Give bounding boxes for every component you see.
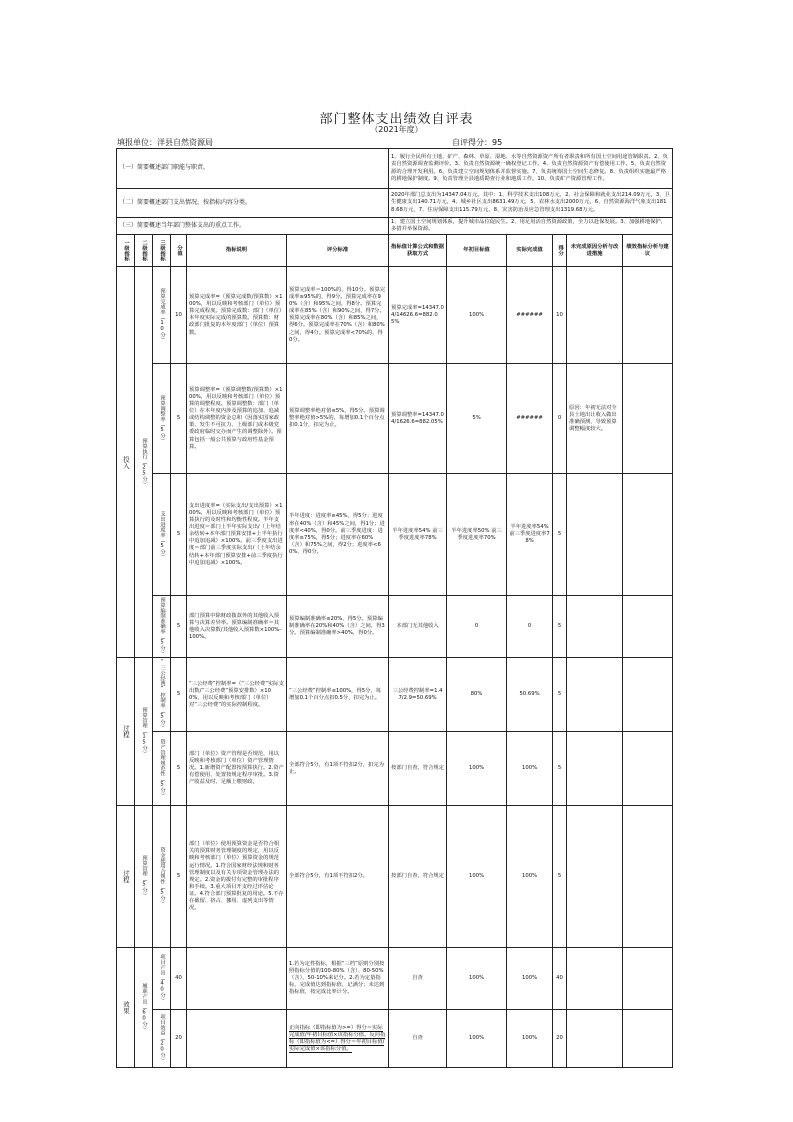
target-cell: 100% (447, 732, 507, 806)
self-score: 自评得分：95 (452, 138, 503, 147)
score-cell: 40 (553, 948, 567, 1010)
page-year: （2021年度） (370, 125, 423, 134)
table-row (117, 596, 673, 658)
actual-cell: 0 (507, 596, 553, 658)
info-row (117, 218, 673, 235)
method-cell: 半年进度率54% 前三季度进度率78% (389, 474, 447, 596)
l3-cell: 预算调整率（5分） (153, 364, 171, 474)
header-l3: 三级指标 (153, 235, 171, 267)
criteria-cell: 半年进度：进度率≥45%，得5分；进度率在40%（含）和45%之间，得1分；进度率<40%，得0分。前三季度进度：进度率≥75%，得5分；进度率在60%（含）和75%之间，得2分；进度率<60%，得0分。 (287, 474, 389, 596)
target-cell: 80% (447, 658, 507, 732)
page-title: 部门整体支出绩效自评表 (319, 112, 474, 127)
reason-cell: 原因：年初无法对全县土地出让收入做出准确预测，导致预算调整幅度较大。 (567, 364, 623, 474)
analysis-cell (623, 596, 673, 658)
criteria-text: 正向指标（即指标值为>=）得分＝实际完成值/年初目标值×该指标分值。反向指标（即指标值为<=）得分＝年初目标值/实际完成值×该指标分值。 (289, 1024, 386, 1052)
target-cell: 半年进度率50% 前三季度进度率70% (447, 474, 507, 596)
group-input: 投入 (117, 267, 135, 658)
info-row (117, 189, 673, 218)
analysis-cell (623, 267, 673, 364)
table-row (117, 364, 673, 474)
table-row (117, 1010, 673, 1068)
info-label: （三）简要概述当年部门整体支出的重点工作。 (117, 218, 389, 235)
group-fund-mgmt: 预算管理（5分） (135, 806, 153, 948)
l3-cell: 支出进度率（5分） (153, 474, 171, 596)
evaluation-table (116, 148, 673, 1068)
desc-cell (187, 1010, 287, 1068)
criteria-cell: 预算调整率绝对值≤5%，得5分。预算调整率绝对值>5%的，每增加0.1个百分点扣0.1分，扣完为止。 (287, 364, 389, 474)
group-process: 过程 (117, 806, 135, 948)
table-header (117, 235, 673, 267)
analysis-cell (623, 732, 673, 806)
weight-cell: 5 (171, 364, 187, 474)
method-cell: 自查 (389, 948, 447, 1010)
criteria-cell: 全部符合5分，有1项不符扣2分。 (287, 806, 389, 948)
desc-cell: 预算完成率=（预算完成数/预算数）×100%，用以反映和考核部门（单位）预算完成程度。预算完成数：部门（单位）本年度实际完成的预算数。预算数：财政部门批复的本年度部门（单位）预算数。 (187, 267, 287, 364)
weight-cell: 5 (171, 658, 187, 732)
reason-cell (567, 948, 623, 1010)
desc-cell: 部门预算中除财政拨款外的其他收入预算与决算差异率。预算编制准确率＝其他收入决算数/其他收入预算数×100%-100%。 (187, 596, 287, 658)
table-row (117, 948, 673, 1010)
target-cell: 100% (447, 948, 507, 1010)
group-budget-mgmt: 预算管理（15分） (135, 658, 153, 806)
info-label: （二）简要概述部门支出情况，按指标内容分类。 (117, 189, 389, 218)
score-cell: 0 (553, 364, 567, 474)
table-row (117, 267, 673, 364)
desc-cell: 支出进度率=（实际支出/支出预算）×100%，用以反映和考核部门（单位）预算执行的及时性和均衡性程度。半年支出进度＝部门上半年实际支出/（上年结余结转+本年部门预算安排+上半年执行中追加追减）×100%。前三季度支出进度＝部门前三季度实际支出/（上年结余结转+本年部门预算安排+前三季度执行中追加追减）×100%。 (187, 474, 287, 596)
reason-cell (567, 658, 623, 732)
weight-cell: 10 (171, 267, 187, 364)
analysis-cell (623, 364, 673, 474)
target-cell: 5% (447, 364, 507, 474)
header-actual: 实际完成值 (507, 235, 553, 267)
method-cell: 预算完成率=14347.04/14626.6=882.05% (389, 267, 447, 364)
reason-cell (567, 732, 623, 806)
weight-cell: 40 (171, 948, 187, 1010)
analysis-cell (623, 1010, 673, 1068)
reason-cell (567, 1010, 623, 1068)
method-cell: 按部门自查，符合规定 (389, 806, 447, 948)
criteria-cell: 预算完成率＝100%的，得10分。预算完成率≥95%的，得9分。预算完成率在90%（含）和95%之间，得8分。预算完成率在85%（含）和90%之间，得7分。预算完成率在80%（含）和85%之间，得6分。预算完成率在70%（含）和80%之间，得4分。预算完成率<70%的，得0分。 (287, 267, 389, 364)
l3-cell: 预算完成率（10分） (153, 267, 171, 364)
actual-cell: ###### (507, 364, 553, 474)
l3-cell: 资金使用合规性（5分） (153, 806, 171, 948)
header-weight: 分值 (171, 235, 187, 267)
group-process: 过程 (117, 658, 135, 806)
group-output-l2: 履职产出（60分） (135, 948, 153, 1068)
criteria-cell: 1.若为定性指标，根据“三档”原则分别按照指标分值的100-80%（含）、80-50%（含）、50-10%来记分。2.若为定量指标，完成值达到指标值，记满分；未达到指标值，按完成比率计分。 (287, 948, 389, 1010)
weight-cell: 5 (171, 732, 187, 806)
target-cell: 100% (447, 267, 507, 364)
desc-cell: 部门（单位）使用预算资金是否符合相关的预算财务管理制度的规定，用以反映和考核部门（单位）预算资金的规范运行情况。1.符合国家财经法规和财务管理制度以及有关专项资金管理办法的规定。2.资金的拨付有完整的审批程序和手续。3.重大项目开支经过评估论证。4.符合部门预算批复的用途。5.不存在截留、挤占、挪用、虚列支出等情况。 (187, 806, 287, 948)
criteria-cell: “三公经费”控制率≤100%，得5分，每增加0.1个百分点扣0.5分，扣完为止。 (287, 658, 389, 732)
header-target: 年初目标值 (447, 235, 507, 267)
analysis-cell (623, 806, 673, 948)
actual-cell: 50.69% (507, 658, 553, 732)
desc-cell (187, 948, 287, 1010)
analysis-cell (623, 948, 673, 1010)
info-value: 1、履行全民所有土地、矿产、森林、草原、湿地、水等自然资源资产所有者职责和所有国土空间用途管制职责。2、负责自然资源调查监测评价。3、负责自然资源统一确权登记工作。4、负责自然资源资产有偿使用工作。5、负责自然资源的合理开发利用。6、负责建立空间规划体系并监督实施。7、负责统筹国土空间生态修复。8、负责组织实施最严格的耕地保护制度。9、负责管理全县地质勘查行业和地质工作。10、负责矿产资源管理工作。 (389, 149, 673, 189)
table-row (117, 474, 673, 596)
info-value: 2020年部门总支出为14347.04万元。其中：1、科学技术支出108万元，2、社会保障和就业支出214.09万元，3、卫生健康支出140.71万元，4、城乡社区支出8631.49万元，5、农林水支出2000万元，6、自然资源海洋气象支出1818.68万元，7、住房保障支出115.79万元，8、灾害防治及应急管理支出1319.68万元。 (389, 189, 673, 218)
desc-cell: “三公经费”控制率=（“三公经费”实际支出数/“三公经费”预算安排数）×100%，用以反映和考核部门（单位）对“三公经费”的实际控制程度。 (187, 658, 287, 732)
l3-cell: “三公经费”控制率（5分） (153, 658, 171, 732)
table-row (117, 806, 673, 948)
weight-cell: 5 (171, 806, 187, 948)
actual-cell: 100% (507, 1010, 553, 1068)
header-reason: 未完成原因分析与改进措施 (567, 235, 623, 267)
table-row (117, 658, 673, 732)
header-score: 得分 (553, 235, 567, 267)
header-method: 指标值计算公式和数据获取方式 (389, 235, 447, 267)
score-cell: 5 (553, 806, 567, 948)
header-analysis: 绩效指标分析与建议 (623, 235, 673, 267)
target-cell: 100% (447, 1010, 507, 1068)
info-value: 1、建立国土空间规划体系，提升城市品位促民生。2、用足用活自然资源政策，全力以赴保发展。3、加强耕地保护，多措并举保资源。 (389, 218, 673, 235)
target-cell: 0 (447, 596, 507, 658)
weight-cell: 20 (171, 1010, 187, 1068)
score-cell: 20 (553, 1010, 567, 1068)
header-l2: 二级指标 (135, 235, 153, 267)
score-cell: 5 (553, 474, 567, 596)
criteria-cell: 全部符合5分，有1项不符扣2分，扣完为止。 (287, 732, 389, 806)
actual-cell: 100% (507, 948, 553, 1010)
reporting-unit: 填报单位：洋县自然资源局 (117, 138, 213, 147)
info-label: （一）简要概述部门职能与职责。 (117, 149, 389, 189)
method-cell: 按部门自查，符合规定 (389, 732, 447, 806)
l3-cell: 资产管理规范性（5分） (153, 732, 171, 806)
reason-cell (567, 806, 623, 948)
reason-cell (567, 267, 623, 364)
actual-cell: 100% (507, 806, 553, 948)
method-cell: 自查 (389, 1010, 447, 1068)
weight-cell: 5 (171, 474, 187, 596)
reason-cell (567, 596, 623, 658)
reason-cell (567, 474, 623, 596)
l3-cell: 项目产出（40分） (153, 948, 171, 1010)
score-cell: 5 (553, 732, 567, 806)
actual-cell: 半年进度率54% 前三季度进度率78% (507, 474, 553, 596)
l3-cell: 项目效益（20分） (153, 1010, 171, 1068)
actual-cell: ###### (507, 267, 553, 364)
criteria-cell (287, 1010, 389, 1068)
score-cell: 5 (553, 658, 567, 732)
desc-cell: 预算调整率=（预算调整数/预算数）×100%，用以反映和考核部门（单位）预算的调整程度。预算调整数：部门（单位）在本年度内涉及预算的追加、追减或结构调整的资金总和（因落实国家政策、发生不可抗力、上级部门或本级党委政府临时交办而产生的调整除外）。预算包括一般公共预算与政府性基金预算。 (187, 364, 287, 474)
actual-cell: 100% (507, 732, 553, 806)
l3-cell: 预算编制准确率（5分） (153, 596, 171, 658)
analysis-cell (623, 658, 673, 732)
desc-cell: 部门（单位）资产管理是否规范，用以反映和考核部门（单位）资产管理情况。1.新增资产配置按预算执行。2.资产有偿使用、处置按规定程序审批。3.资产收益及时、足额上缴财政。 (187, 732, 287, 806)
score-cell: 5 (553, 596, 567, 658)
group-budget-exec: 预算执行（25分） (135, 267, 153, 658)
header-criteria: 评分标准 (287, 235, 389, 267)
score-cell: 10 (553, 267, 567, 364)
group-output: 效果 (117, 948, 135, 1068)
analysis-cell (623, 474, 673, 596)
header-desc: 指标说明 (187, 235, 287, 267)
header-l1: 一级指标 (117, 235, 135, 267)
method-cell: 本部门无其他收入 (389, 596, 447, 658)
target-cell: 100% (447, 806, 507, 948)
method-cell: 预算调整率=14347.04/1626.6=882.05% (389, 364, 447, 474)
method-cell: 三公经费控制率=1.47/2.9=50.69% (389, 658, 447, 732)
weight-cell: 5 (171, 596, 187, 658)
info-row (117, 149, 673, 189)
table-row (117, 732, 673, 806)
criteria-cell: 预算编制准确率≤20%，得5分。预算编制准确率在20%和40%（含）之间，得3分。预算编制准确率>40%，得0分。 (287, 596, 389, 658)
